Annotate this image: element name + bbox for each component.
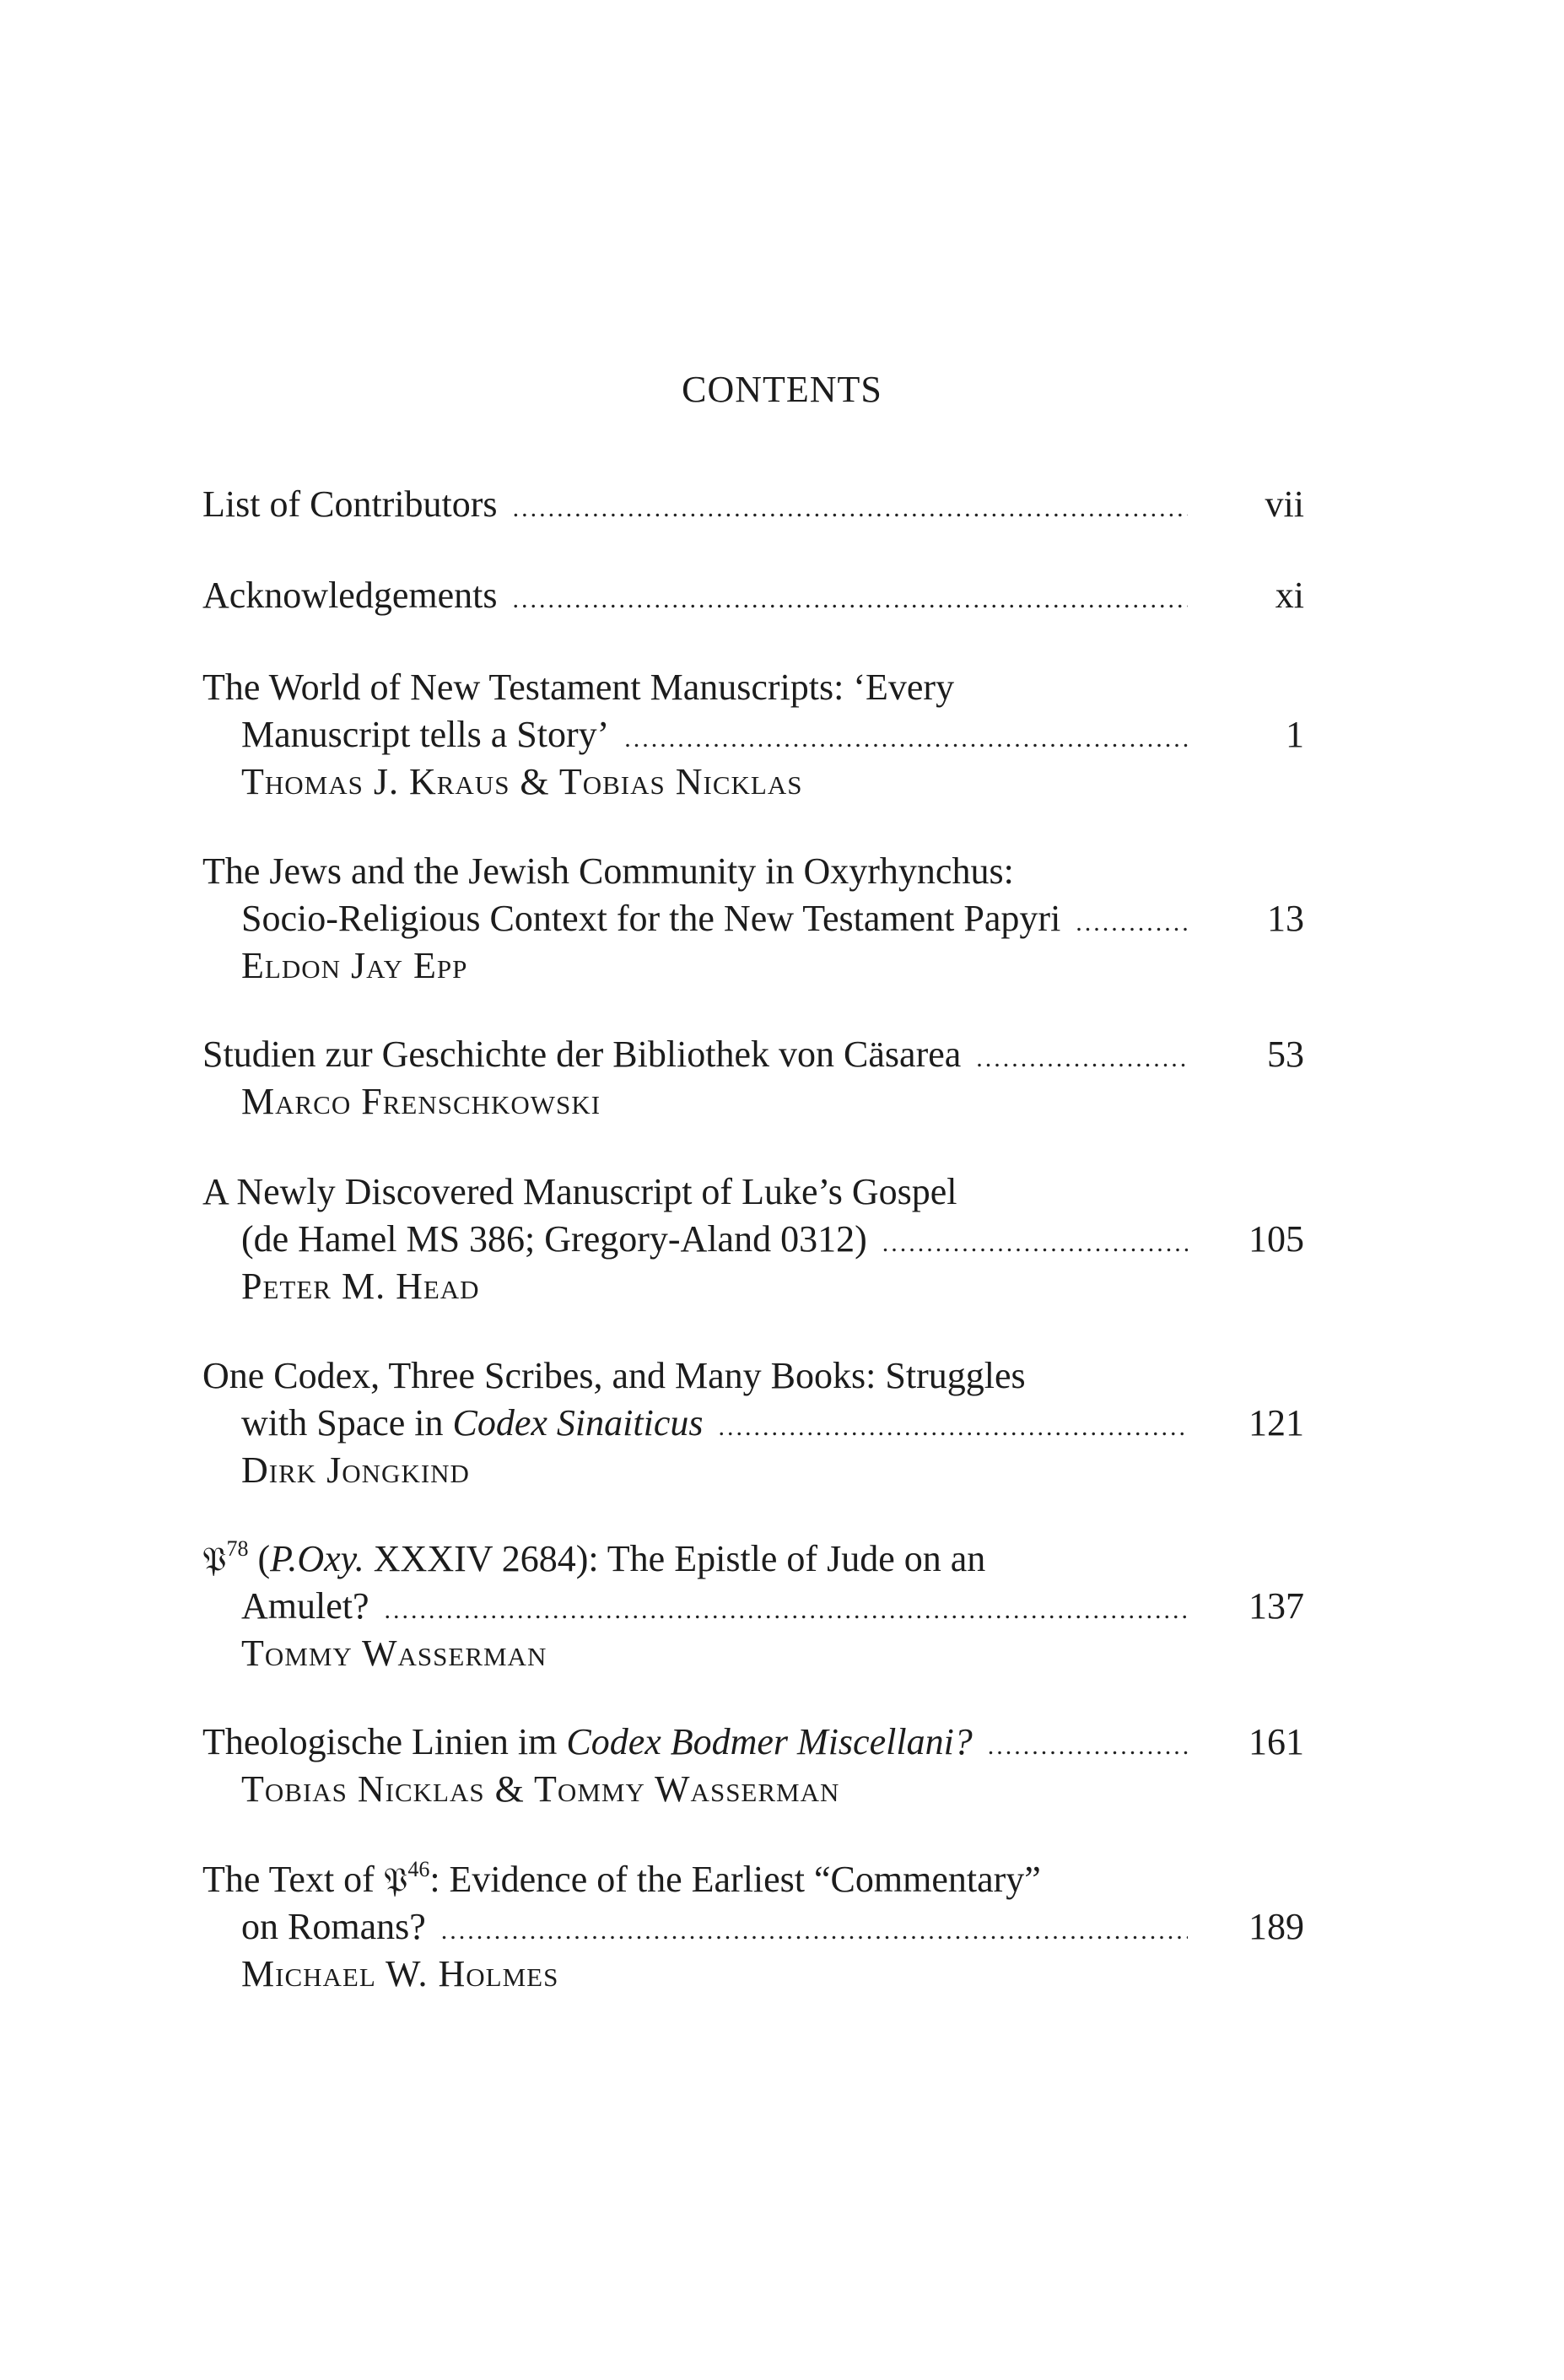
toc-entry-line [202,1031,1304,1078]
toc-entry-line [202,711,1304,758]
entry-author: Thomas J. Kraus & Tobias Nicklas [241,761,803,802]
entry-title: Studien zur Geschichte der Bibliothek von Cäsarea [202,1033,962,1075]
entry-title-line-2: Manuscript tells a Story’ [241,714,610,755]
entry-title-text: ? [953,1721,973,1762]
toc-entry-world-of-nt-manuscripts[interactable] [202,664,1304,806]
toc-entry-line [202,1903,1304,1951]
toc-entry-acknowledgements[interactable] [202,572,1304,619]
entry-title-text: Theologische Linien im [202,1721,567,1762]
entry-title-line-2: Socio-Religious Context for the New Testament Papyri [241,898,1061,939]
dot-leader [513,485,1188,532]
entry-author: Tommy Wasserman [241,1633,547,1674]
entry-title-text: XXXIV 2684): The Epistle of Jude on an [364,1538,986,1579]
entry-page-number: 53 [1267,1033,1304,1075]
dot-leader [976,1035,1188,1082]
entry-page-number: 189 [1249,1906,1304,1947]
toc-entry-line [202,1216,1304,1263]
entry-author: Eldon Jay Epp [241,945,468,986]
entry-page-number: 161 [1249,1721,1304,1762]
entry-author: Peter M. Head [241,1266,480,1307]
entry-title-text: with Space in [241,1402,453,1444]
toc-entry-list-of-contributors[interactable] [202,481,1304,528]
dot-leader [882,1220,1188,1267]
toc-entry-line [202,572,1304,619]
entry-title-text: ( [248,1538,271,1579]
entry-title-line-1 [202,1856,1304,1903]
entry-title-line-1: One Codex, Three Scribes, and Many Books: Struggles [202,1355,1026,1396]
entry-title [202,1719,973,1766]
dot-leader [385,1587,1188,1634]
entry-author: Tobias Nicklas & Tommy Wasserman [241,1768,840,1810]
papyrus-number: 78 [226,1536,249,1561]
entry-title: Acknowledgements [202,575,498,616]
entry-title-line-2: Amulet? [241,1585,369,1627]
toc-entry-line [202,895,1304,942]
dot-leader [441,1908,1188,1955]
papyrus-symbol: 𝔓 [202,1541,227,1579]
toc-entry-p46-romans[interactable] [202,1856,1304,1998]
entry-page-number: 13 [1267,898,1304,939]
toc-entry-codex-bodmer[interactable] [202,1719,1304,1813]
entry-page-number: 105 [1249,1218,1304,1260]
entry-title-line-2: (de Hamel MS 386; Gregory-Aland 0312) [241,1218,867,1260]
toc-entry-line [202,481,1304,528]
dot-leader [718,1404,1188,1451]
entry-page-number: 1 [1286,714,1304,755]
entry-title-italic: P.Oxy. [270,1538,364,1579]
toc-entry-line [202,1583,1304,1630]
toc-entry-codex-sinaiticus[interactable] [202,1352,1304,1494]
dot-leader [624,715,1188,763]
entry-title-line-1 [202,1535,1304,1583]
entry-title-line-1: The Jews and the Jewish Community in Oxyrhynchus: [202,850,1014,892]
entry-title-line-1: A Newly Discovered Manuscript of Luke’s Gospel [202,1171,957,1212]
papyrus-number: 46 [407,1857,430,1881]
entry-author: Marco Frenschkowski [241,1081,601,1122]
toc-entry-p78-jude[interactable] [202,1535,1304,1677]
entry-page-number: xi [1275,575,1304,616]
entry-title-italic: Codex Bodmer Miscellani [566,1721,954,1762]
page-title: CONTENTS [682,369,882,410]
entry-title: List of Contributors [202,483,498,525]
entry-title-line-1: The World of New Testament Manuscripts: ‘Every [202,667,955,708]
toc-entry-bibliothek-caesarea[interactable] [202,1031,1304,1125]
entry-author: Dirk Jongkind [241,1449,470,1491]
dot-leader [988,1723,1188,1770]
toc-entry-line [202,1400,1304,1447]
dot-leader [512,576,1188,623]
entry-title-text: : Evidence of the Earliest “Commentary” [429,1859,1041,1900]
entry-page-number: vii [1265,483,1304,525]
dot-leader [1076,899,1188,947]
entry-title-line-2: on Romans? [241,1906,426,1947]
entry-title-text: The Text of [202,1859,384,1900]
papyrus-symbol: 𝔓 [383,1861,408,1900]
entry-page-number: 137 [1249,1585,1304,1627]
entry-page-number: 121 [1249,1402,1304,1444]
toc-entry-jews-in-oxyrhynchus[interactable] [202,848,1304,990]
entry-title-line-2 [241,1400,703,1447]
toc-entry-luke-manuscript[interactable] [202,1168,1304,1310]
entry-title-italic: Codex Sinaiticus [452,1402,704,1444]
toc-entry-line [202,1719,1304,1766]
entry-author: Michael W. Holmes [241,1953,559,1994]
